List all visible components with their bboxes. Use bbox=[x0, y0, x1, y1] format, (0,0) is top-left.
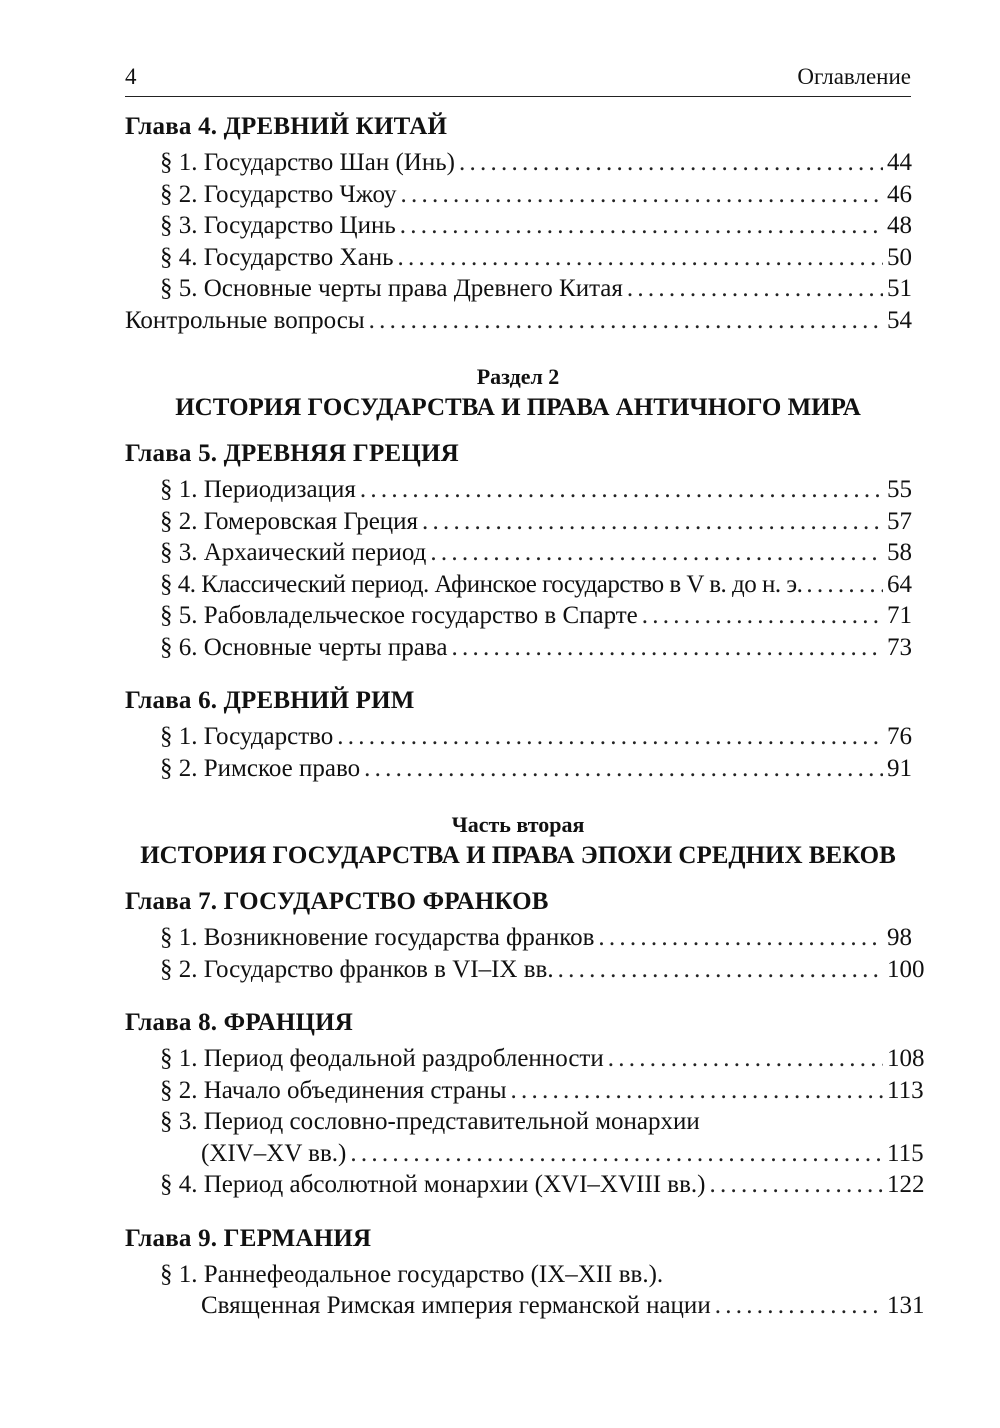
toc-entry-page: 73 bbox=[887, 633, 912, 661]
toc-entry-page: 131 bbox=[887, 1292, 925, 1319]
toc-entry[interactable] bbox=[125, 1075, 924, 1107]
toc-entry-page: 58 bbox=[887, 539, 912, 566]
leader-dots bbox=[806, 569, 883, 601]
part-title: ИСТОРИЯ ГОСУДАРСТВА И ПРАВА ЭПОХИ СРЕДНИХ ВЕКОВ bbox=[140, 842, 896, 869]
toc-entry-title-cont: (XIV–XV вв.) bbox=[201, 1139, 347, 1167]
section-title: ИСТОРИЯ ГОСУДАРСТВА И ПРАВА АНТИЧНОГО МИРА bbox=[175, 394, 861, 421]
toc-entry[interactable] bbox=[125, 210, 911, 242]
toc-entry[interactable] bbox=[125, 922, 911, 954]
toc-entry[interactable] bbox=[125, 753, 911, 785]
toc-entry-page: 64 bbox=[887, 570, 912, 598]
toc-entry[interactable] bbox=[125, 506, 911, 538]
toc-entry-page: 51 bbox=[887, 275, 912, 302]
toc-entry-title: § 1. Периодизация bbox=[160, 476, 356, 503]
toc-entry-title: § 1. Государство bbox=[160, 723, 334, 750]
toc-entry[interactable] bbox=[125, 1259, 925, 1322]
leader-dots bbox=[337, 721, 883, 753]
leader-dots bbox=[350, 1138, 883, 1170]
leader-dots bbox=[627, 273, 883, 305]
toc-entry-page: 46 bbox=[887, 180, 912, 208]
toc-entry-page: 57 bbox=[887, 507, 912, 535]
toc-entry-page: 54 bbox=[887, 306, 912, 334]
toc-entry[interactable] bbox=[125, 1169, 925, 1201]
leader-dots bbox=[608, 1043, 883, 1075]
toc-entry[interactable] bbox=[125, 242, 911, 274]
section-label: Раздел 2 bbox=[476, 364, 560, 389]
toc-page bbox=[125, 62, 925, 1322]
leader-dots bbox=[422, 506, 883, 538]
toc-entry-title: § 2. Государство Чжоу bbox=[160, 180, 397, 208]
chapter-heading: Глава 8. ФРАНЦИЯ bbox=[125, 1009, 354, 1036]
toc-entry[interactable] bbox=[125, 273, 911, 305]
chapter-heading: Глава 9. ГЕРМАНИЯ bbox=[125, 1224, 372, 1252]
toc-entry[interactable] bbox=[125, 569, 911, 601]
toc-entry[interactable] bbox=[125, 600, 911, 632]
toc-entry-title: § 6. Основные черты права bbox=[160, 633, 448, 661]
leader-dots bbox=[364, 753, 883, 785]
leader-dots bbox=[715, 1290, 883, 1322]
leader-dots bbox=[400, 210, 883, 242]
toc-entry-title: § 5. Рабовладельческое государство в Спарте bbox=[160, 602, 638, 629]
toc-entry[interactable] bbox=[125, 632, 911, 664]
toc-entry-title: § 2. Государство франков в VI–IX вв. bbox=[160, 955, 554, 983]
part-label: Часть вторая bbox=[451, 812, 585, 837]
leader-dots bbox=[360, 474, 883, 506]
toc-entry-title: § 4. Государство Хань bbox=[160, 243, 394, 271]
leader-dots bbox=[459, 147, 883, 179]
toc-entry-page: 91 bbox=[887, 754, 912, 782]
toc-entry[interactable] bbox=[125, 179, 911, 211]
toc-entry-title: § 3. Государство Цинь bbox=[160, 212, 396, 239]
leader-dots bbox=[642, 600, 883, 632]
toc-entry-title: § 3. Архаический период bbox=[160, 539, 427, 566]
toc-entry-title: § 5. Основные черты права Древнего Китая bbox=[160, 275, 623, 302]
toc-entry-title: § 1. Период феодальной раздробленности bbox=[160, 1045, 604, 1072]
chapter-heading: Глава 6. ДРЕВНИЙ РИМ bbox=[125, 687, 415, 714]
running-title: Оглавление bbox=[797, 64, 911, 89]
toc-entry-page: 113 bbox=[887, 1076, 924, 1104]
leader-dots bbox=[397, 242, 883, 274]
toc-entry-page: 98 bbox=[887, 924, 912, 951]
chapter-heading: Глава 7. ГОСУДАРСТВО ФРАНКОВ bbox=[125, 888, 549, 915]
toc-entry-title: § 1. Государство Шан (Инь) bbox=[160, 149, 455, 176]
toc-entry-title: § 2. Начало объединения страны bbox=[160, 1076, 507, 1104]
toc-entry[interactable] bbox=[125, 1043, 925, 1075]
toc-entry-page: 71 bbox=[887, 602, 912, 629]
toc-entry[interactable] bbox=[125, 474, 911, 506]
toc-entry-title: § 1. Возникновение государства франков bbox=[160, 924, 595, 951]
toc-entry-page: 122 bbox=[887, 1171, 925, 1198]
toc-entry-title: § 2. Римское право bbox=[160, 754, 361, 782]
toc-entry-title: § 4. Классический период. Афинское государство в V в. до н. э. bbox=[160, 570, 803, 598]
toc-entry-page: 44 bbox=[887, 149, 912, 176]
toc-entry-questions[interactable] bbox=[125, 305, 911, 337]
toc-entry[interactable] bbox=[125, 537, 911, 569]
toc-entry-title: § 2. Гомеровская Греция bbox=[160, 507, 419, 535]
leader-dots bbox=[369, 305, 883, 337]
leader-dots bbox=[451, 632, 883, 664]
toc-entry-page: 76 bbox=[887, 723, 912, 750]
leader-dots bbox=[598, 922, 883, 954]
chapter-heading: Глава 4. ДРЕВНИЙ КИТАЙ bbox=[125, 113, 448, 140]
leader-dots bbox=[558, 954, 883, 986]
toc-entry[interactable] bbox=[125, 954, 925, 986]
toc-entry[interactable] bbox=[125, 1106, 924, 1169]
toc-entry-title: § 1. Раннефеодальное государство (IX–XII вв.). bbox=[160, 1260, 664, 1288]
toc-entry-title-cont: Священная Римская империя германской нации bbox=[201, 1292, 711, 1319]
toc-entry-title: Контрольные вопросы bbox=[125, 306, 365, 334]
toc-entry-page: 100 bbox=[887, 955, 925, 983]
leader-dots bbox=[709, 1169, 883, 1201]
page-number: 4 bbox=[125, 64, 137, 89]
toc-entry-page: 50 bbox=[887, 243, 912, 271]
toc-entry-page: 48 bbox=[887, 212, 912, 239]
leader-dots bbox=[510, 1075, 883, 1107]
running-head bbox=[125, 62, 911, 97]
toc-entry-title: § 4. Период абсолютной монархии (XVI–XVIII вв.) bbox=[160, 1171, 706, 1198]
toc-entry-page: 55 bbox=[887, 476, 912, 503]
toc-entry-title: § 3. Период сословно-представительной монархии bbox=[160, 1108, 700, 1135]
chapter-heading: Глава 5. ДРЕВНЯЯ ГРЕЦИЯ bbox=[125, 440, 459, 467]
leader-dots bbox=[430, 537, 883, 569]
toc-entry[interactable] bbox=[125, 147, 911, 179]
toc-entry[interactable] bbox=[125, 721, 911, 753]
leader-dots bbox=[401, 179, 884, 211]
toc-entry-page: 115 bbox=[887, 1139, 924, 1167]
toc-entry-page: 108 bbox=[887, 1045, 925, 1072]
